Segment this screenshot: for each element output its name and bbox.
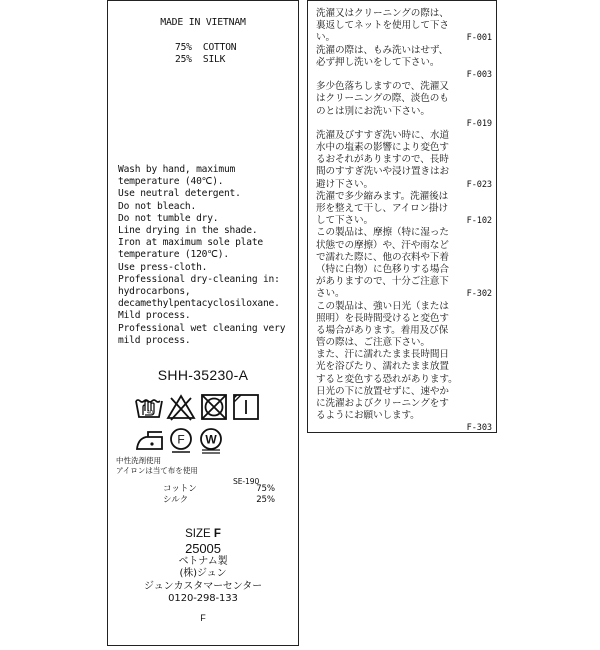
caution-line: る場合があります。着用及び保	[316, 324, 449, 336]
fiber-jp: コットン	[163, 484, 197, 494]
size-label: SIZE	[185, 528, 211, 540]
caution-line: 洗濯で多少縮みます。洗濯後は	[316, 190, 449, 202]
maker-info	[108, 542, 298, 606]
caution-line-text: い。	[316, 32, 335, 44]
caution-code: F-019	[466, 118, 492, 129]
care-line: Mild process.	[118, 310, 191, 322]
size-value: F	[213, 528, 221, 540]
pct-jp: 75%	[256, 484, 275, 494]
origin-text: ベトナム製	[178, 556, 228, 567]
caution-line: 状態での摩擦）や、汗や雨など	[316, 239, 449, 251]
pct-jp: 25%	[256, 495, 275, 505]
caution-line: 洗濯の際は、もみ洗いはせず、	[316, 44, 449, 56]
caution-line: この製品は、摩擦（特に湿った	[316, 227, 449, 239]
company-name: (株)ジュン	[179, 568, 227, 580]
care-line: hydrocarbons,	[118, 286, 191, 298]
caution-line: この製品は、強い日光（または	[316, 300, 449, 312]
cautions-text	[316, 8, 492, 435]
caution-line: 裏返してネットを使用して下さ	[316, 20, 449, 32]
composition-row	[175, 42, 236, 54]
se-code: SE-190	[233, 477, 260, 486]
iron-low-icon	[134, 427, 166, 453]
care-line: Professional wet cleaning very	[118, 322, 286, 334]
caution-paragraph	[316, 130, 492, 191]
caution-code: F-001	[466, 33, 492, 44]
caution-line: に洗濯およびクリーニングをす	[316, 398, 449, 409]
caution-line: はクリーニングの際、淡色のも	[316, 93, 449, 105]
caution-paragraph	[316, 191, 492, 228]
caution-line: 光を浴びたり、濡れたまま放置	[316, 361, 449, 373]
hand-wash-icon	[134, 393, 164, 421]
fiber-jp: シルク	[163, 495, 189, 505]
caution-code: F-023	[466, 179, 492, 190]
composition-row	[175, 54, 236, 66]
caution-line: 水中の塩素の影響により変色す	[316, 142, 449, 154]
composition-fiber: SILK	[202, 54, 226, 66]
caution-line-text: 避け下さい。	[316, 178, 373, 190]
made-in-text: MADE IN VIETNAM	[160, 17, 246, 28]
caution-line	[316, 32, 492, 44]
svg-text:40: 40	[146, 410, 154, 416]
note-line: アイロンは当て布を使用	[116, 466, 198, 475]
caution-line: 間のすすぎ洗いや浸け置きはお	[316, 166, 450, 178]
care-symbols-row-1	[134, 391, 264, 425]
caution-line: で濡れた際に、他の衣料や下着	[316, 251, 449, 263]
caution-paragraph	[316, 45, 492, 82]
caution-line-text: して下さい。	[316, 215, 373, 227]
caution-line: るおそれがありますので、長時	[316, 154, 449, 166]
dry-clean-f-icon	[168, 426, 194, 454]
care-line: decamethylpentacyclosiloxane.	[118, 298, 280, 310]
caution-line: すると変色する恐れがあります。	[316, 373, 458, 385]
wet-clean-w-icon	[198, 426, 224, 454]
caution-code: F-302	[466, 289, 492, 300]
care-line: Iron at maximum sole plate	[118, 237, 263, 249]
caution-paragraph	[316, 227, 492, 300]
product-number: 25005	[185, 541, 221, 556]
caution-line: 洗濯及びすすぎ洗い時に、水道	[316, 129, 450, 141]
composition-pct: 75%	[175, 42, 192, 53]
svg-text:W: W	[205, 432, 217, 447]
caution-line: また、汗に濡れたまま長時間日	[316, 349, 449, 361]
caution-line: のとは別にお洗い下さい。	[316, 105, 430, 117]
caution-line: 日光の下に放置せずに、速やか	[316, 385, 449, 397]
care-line: Professional dry-cleaning in:	[118, 273, 280, 285]
caution-line: 形を整えて干し、アイロン掛け	[316, 203, 449, 214]
care-label-left	[107, 0, 299, 646]
caution-line: 必ず押し洗いをして下さい。	[316, 56, 440, 68]
caution-line: るようにお願いします。	[316, 410, 420, 422]
caution-line: 照明）を長時間受けると変色す	[316, 312, 449, 324]
composition-list	[175, 42, 236, 66]
caution-paragraph	[316, 301, 492, 435]
care-line: Wash by hand, maximum	[118, 164, 236, 175]
footer-code: F	[200, 613, 206, 623]
composition-pct: 25%	[175, 54, 192, 66]
care-line: mild process.	[118, 334, 191, 346]
composition-fiber: COTTON	[202, 42, 237, 53]
support-center: ジュンカスタマーセンター	[144, 580, 262, 592]
line-dry-shade-icon	[232, 393, 260, 421]
care-line: Use press-cloth.	[118, 261, 208, 273]
caution-code: F-303	[466, 423, 492, 434]
caution-paragraph	[316, 81, 492, 130]
care-line: temperature (40℃).	[118, 176, 224, 188]
detergent-note	[116, 456, 198, 476]
care-line: Do not bleach.	[118, 200, 197, 212]
no-tumble-dry-icon	[200, 393, 228, 421]
note-line: 中性洗剤使用	[116, 456, 161, 465]
caution-line: 管の際は、ご注意下さい。	[316, 337, 430, 349]
caution-line	[316, 179, 492, 191]
care-line: temperature (120℃).	[118, 249, 229, 261]
caution-paragraph	[316, 8, 492, 45]
caution-line-text: さい。	[316, 288, 345, 300]
caution-code: F-102	[466, 216, 492, 227]
caution-line: （特に白物）に色移りする場合	[316, 263, 449, 275]
care-label-right	[307, 0, 497, 433]
caution-line	[316, 288, 492, 300]
caution-line: がありますので、十分ご注意下	[316, 276, 449, 288]
phone-number: 0120-298-133	[168, 593, 238, 605]
style-code: SHH-35230-A	[157, 367, 249, 383]
caution-line: 多少色落ちしますので、洗濯又	[316, 81, 449, 93]
caution-code: F-003	[466, 69, 492, 80]
size-row	[108, 528, 298, 540]
care-line: Line drying in the shade.	[118, 225, 258, 237]
composition-jp-row	[163, 495, 275, 506]
care-line: Do not tumble dry.	[118, 212, 219, 224]
caution-line	[316, 215, 492, 227]
care-symbols-row-2	[134, 423, 234, 457]
no-bleach-icon	[166, 393, 196, 421]
composition-jp	[163, 484, 275, 506]
care-line: Use neutral detergent.	[118, 188, 241, 200]
care-instructions	[118, 164, 296, 347]
caution-line: 洗濯又はクリーニングの際は、	[316, 8, 449, 19]
svg-text:F: F	[177, 432, 185, 447]
composition-jp-row	[163, 484, 275, 495]
